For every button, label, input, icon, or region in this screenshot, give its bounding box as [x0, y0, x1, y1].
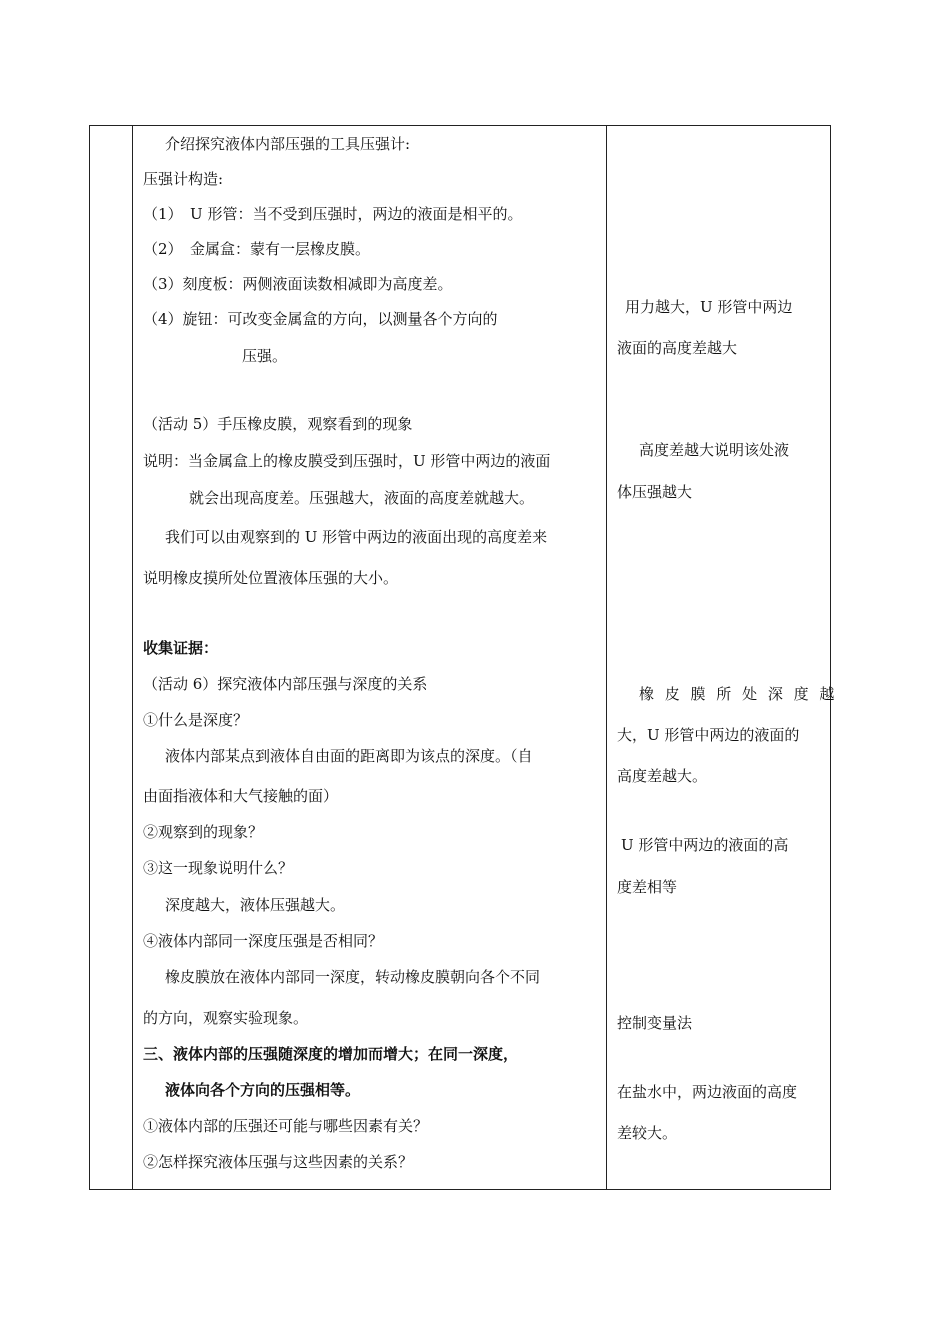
text-line: （4）旋钮：可改变金属盒的方向，以测量各个方向的 — [143, 310, 498, 328]
text-line: （活动 5）手压橡皮膜，观察看到的现象 — [143, 415, 413, 433]
text-line: 就会出现高度差。压强越大，液面的高度差就越大。 — [189, 489, 535, 507]
text-line: 橡皮膜放在液体内部同一深度，转动橡皮膜朝向各个不同 — [165, 968, 541, 986]
text-line: 在盐水中，两边液面的高度 — [617, 1083, 798, 1101]
text-line: 压强计构造: — [143, 170, 224, 188]
text-line: 橡 皮 膜 所 处 深 度 越 — [639, 685, 838, 703]
text-line: 液面的高度差越大 — [617, 339, 738, 357]
text-line: 体压强越大 — [617, 483, 693, 501]
conclusion-line: 液体向各个方向的压强相等。 — [165, 1081, 361, 1099]
text-line: 控制变量法 — [617, 1014, 693, 1032]
text-line: ②怎样探究液体压强与这些因素的关系？ — [143, 1153, 414, 1171]
text-line: （3）刻度板：两侧液面读数相减即为高度差。 — [143, 275, 453, 293]
text-line: 大，U 形管中两边的液面的 — [617, 726, 800, 744]
section-heading: 收集证据： — [143, 639, 219, 657]
text-line: 压强。 — [242, 347, 288, 365]
student-activity-cell — [607, 126, 838, 1189]
text-line: 的方向，观察实验现象。 — [143, 1009, 309, 1027]
text-line: 说明：当金属盒上的橡皮膜受到压强时，U 形管中两边的液面 — [143, 452, 551, 470]
text-line: 深度越大，液体压强越大。 — [165, 896, 346, 914]
text-line: ④液体内部同一深度压强是否相同？ — [143, 932, 384, 950]
conclusion-line: 三、液体内部的压强随深度的增加而增大；在同一深度， — [143, 1045, 519, 1063]
text-line: （1） U 形管：当不受到压强时，两边的液面是相平的。 — [143, 205, 523, 223]
teaching-content-cell — [133, 126, 606, 1189]
text-line: 度差相等 — [617, 878, 678, 896]
text-line: 说明橡皮摸所处位置液体压强的大小。 — [143, 569, 399, 587]
text-line: ③这一现象说明什么？ — [143, 859, 294, 877]
text-line: U 形管中两边的液面的高 — [621, 836, 789, 854]
text-line: 介绍探究液体内部压强的工具压强计: — [165, 135, 411, 153]
text-line: 高度差越大说明该处液 — [639, 441, 790, 459]
text-line: 我们可以由观察到的 U 形管中两边的液面出现的高度差来 — [165, 528, 548, 546]
text-line: 液体内部某点到液体自由面的距离即为该点的深度。（自 — [165, 747, 533, 765]
lesson-table — [89, 125, 838, 1190]
text-line: 由面指液体和大气接触的面） — [143, 787, 339, 805]
text-line: ①什么是深度？ — [143, 711, 249, 729]
text-line: 差较大。 — [617, 1124, 678, 1142]
text-line: （2） 金属盒：蒙有一层橡皮膜。 — [143, 240, 371, 258]
text-line: 高度差越大。 — [617, 767, 708, 785]
text-line: ②观察到的现象？ — [143, 823, 264, 841]
text-line: （活动 6）探究液体内部压强与深度的关系 — [143, 675, 428, 693]
text-line: 用力越大，U 形管中两边 — [625, 298, 793, 316]
text-line: ①液体内部的压强还可能与哪些因素有关？ — [143, 1117, 429, 1135]
